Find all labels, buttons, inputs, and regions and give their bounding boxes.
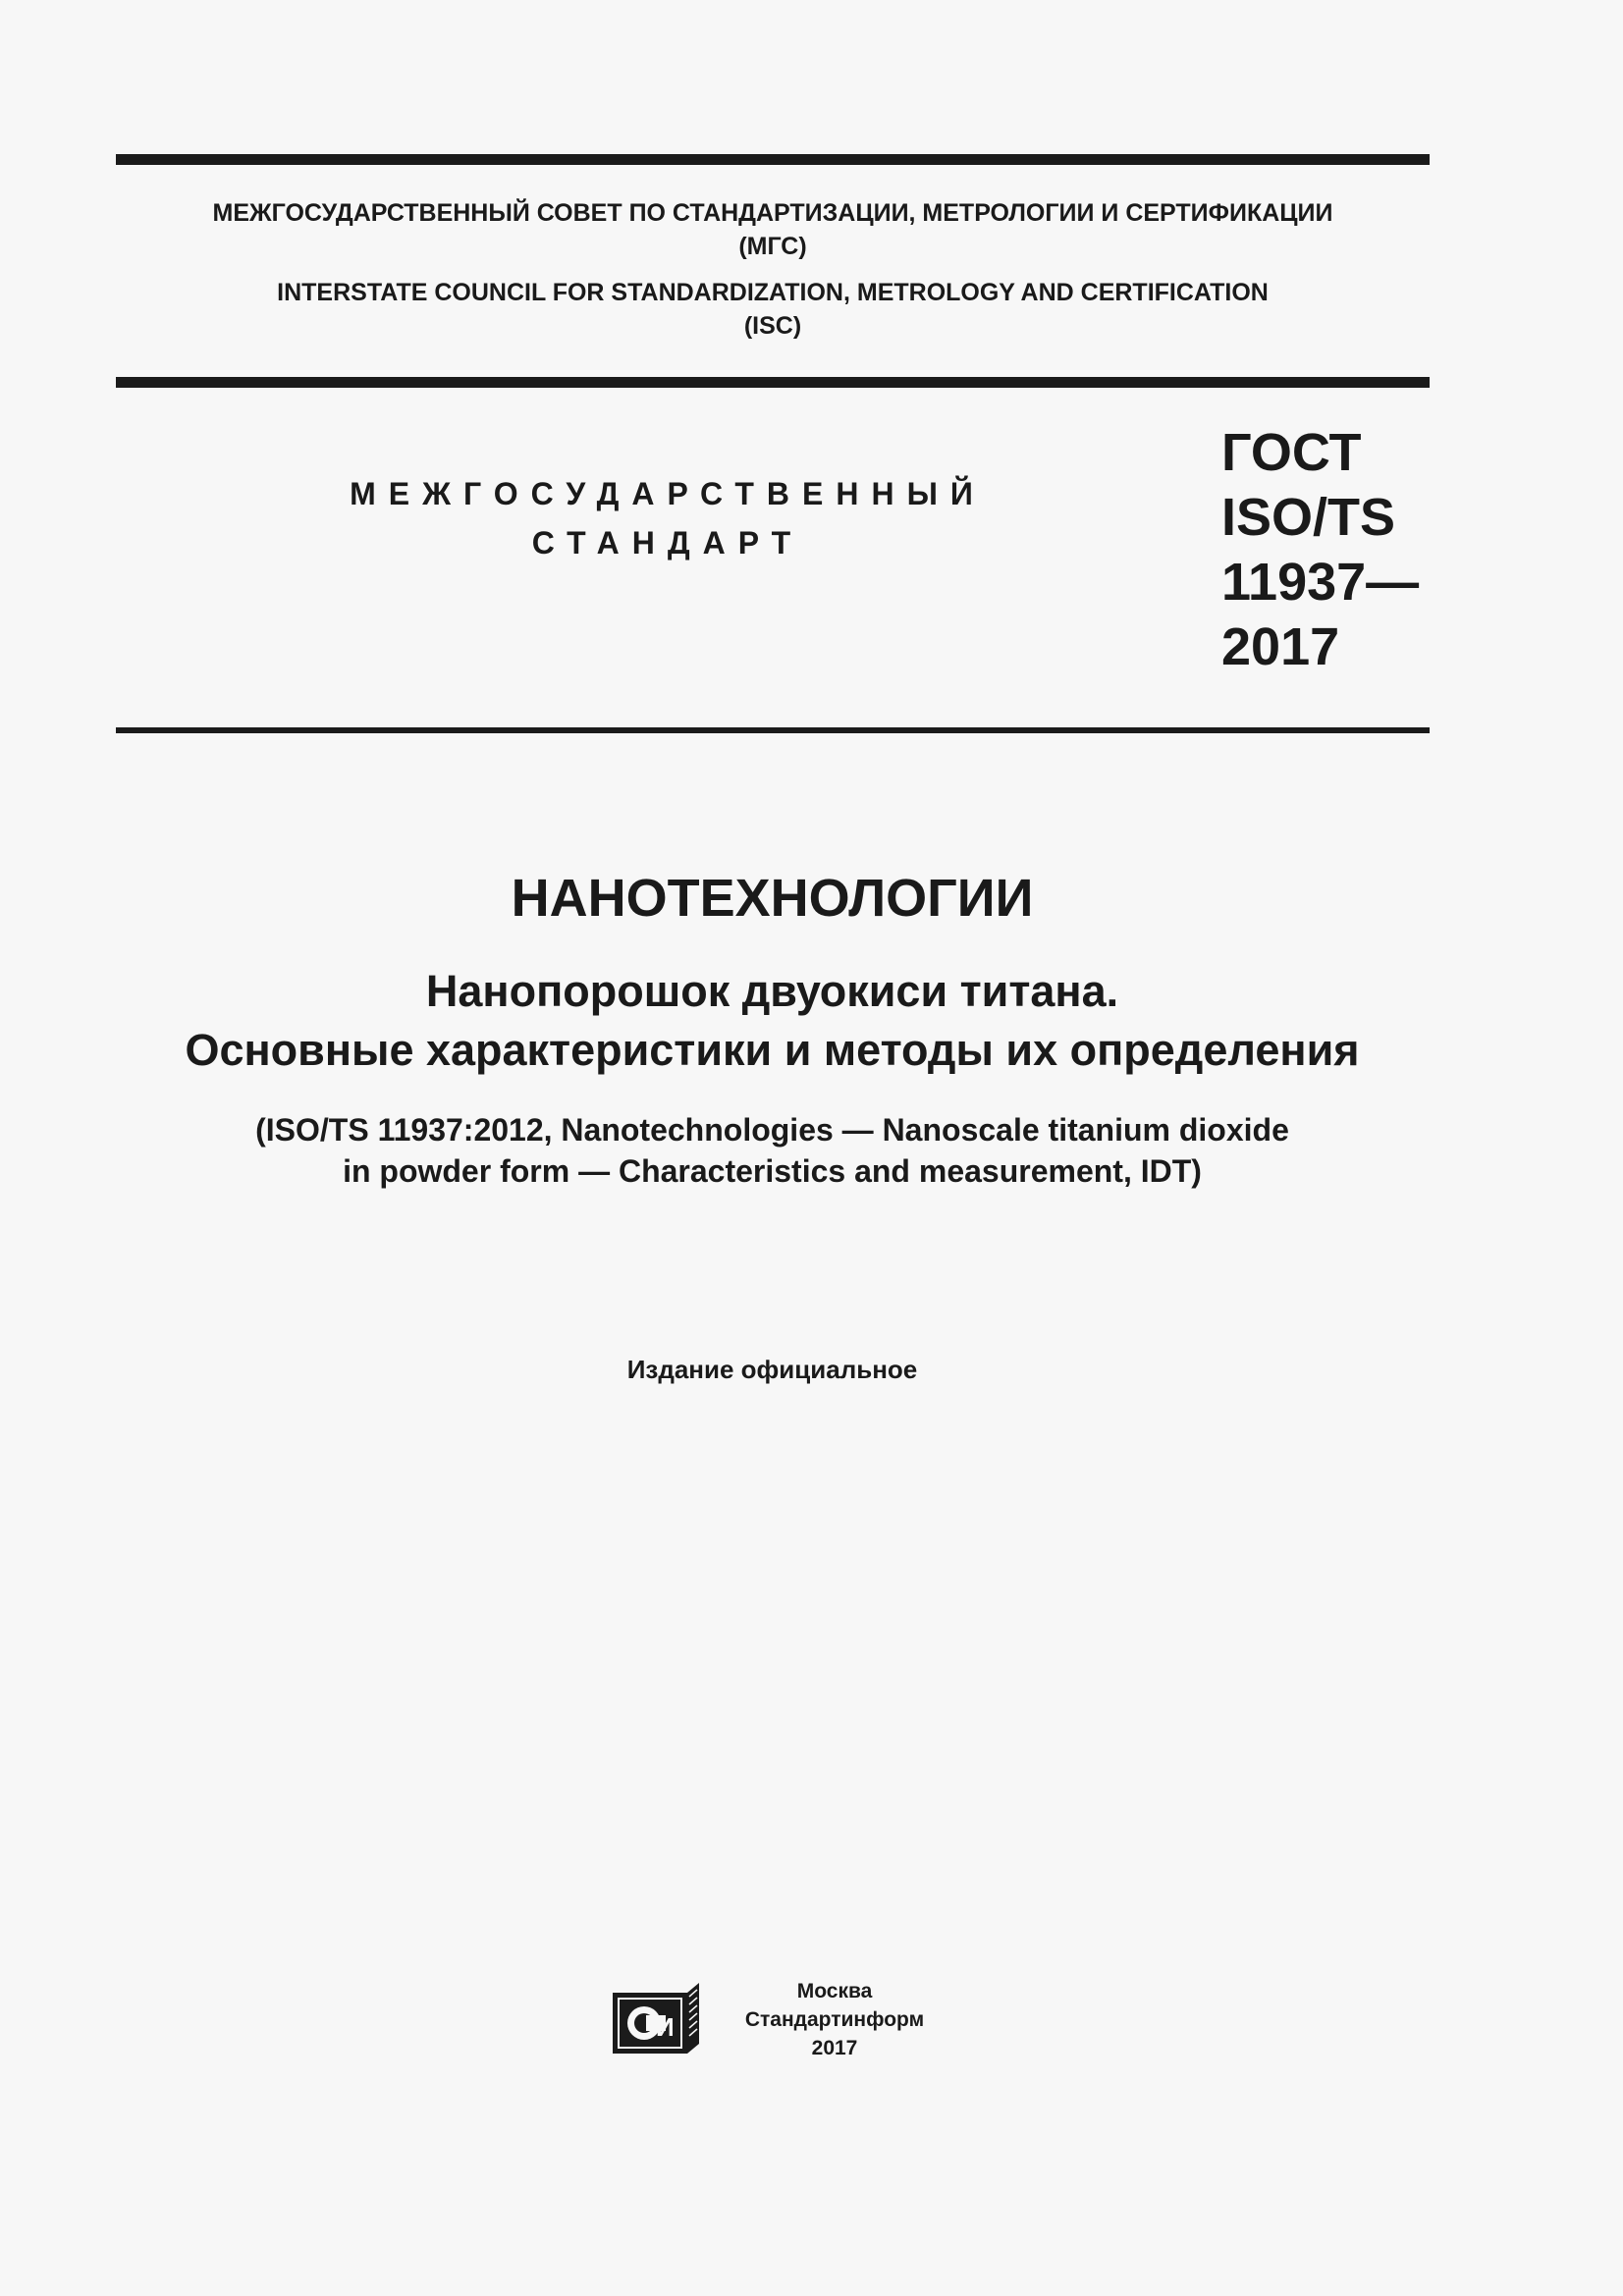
council-en-abbr: (ISC) (743, 312, 802, 340)
publisher-city: Москва (796, 1980, 873, 2002)
edition-label: Издание официальное (626, 1355, 918, 1384)
top-divider (116, 154, 1430, 165)
document-subtitle (0, 962, 1544, 1080)
lower-divider (116, 727, 1430, 733)
council-en-line1: INTERSTATE COUNCIL FOR STANDARDIZATION, METROLOGY AND CERTIFICATION (277, 279, 1269, 306)
designation-line3: 11937— (1221, 553, 1420, 612)
standartinform-logo-icon (611, 1983, 703, 2056)
standard-type-line1: МЕЖГОСУДАРСТВЕННЫЙ (350, 476, 986, 511)
iso-reference-line1: (ISO/TS 11937:2012, Nanotechnologies — Nanoscale titanium dioxide (255, 1112, 1289, 1148)
publisher-name: Стандартинформ (744, 2008, 925, 2031)
iso-reference-line2: in powder form — Characteristics and measurement, IDT) (343, 1153, 1202, 1189)
publisher-year: 2017 (811, 2037, 858, 2059)
subtitle-line1: Нанопорошок двуокиси титана. (425, 966, 1119, 1016)
publisher-block (722, 1977, 947, 2062)
standard-type-line2: СТАНДАРТ (531, 525, 804, 561)
council-ru-line1: МЕЖГОСУДАРСТВЕННЫЙ СОВЕТ ПО СТАНДАРТИЗАЦИИ, МЕТРОЛОГИИ И СЕРТИФИКАЦИИ (212, 199, 1333, 227)
council-ru-abbr: (МГС) (738, 233, 807, 260)
middle-divider (116, 377, 1430, 388)
designation-line4: 2017 (1221, 617, 1340, 676)
svg-text:И: И (656, 2012, 675, 2042)
council-name-ru (116, 196, 1430, 263)
council-name-en (116, 276, 1430, 343)
iso-reference (0, 1109, 1544, 1192)
standard-designation (1221, 420, 1428, 679)
designation-line2: ISO/TS (1221, 488, 1396, 547)
designation-line1: ГОСТ (1221, 423, 1362, 482)
subtitle-line2: Основные характеристики и методы их определения (185, 1025, 1360, 1075)
document-title: НАНОТЕХНОЛОГИИ (511, 869, 1034, 928)
